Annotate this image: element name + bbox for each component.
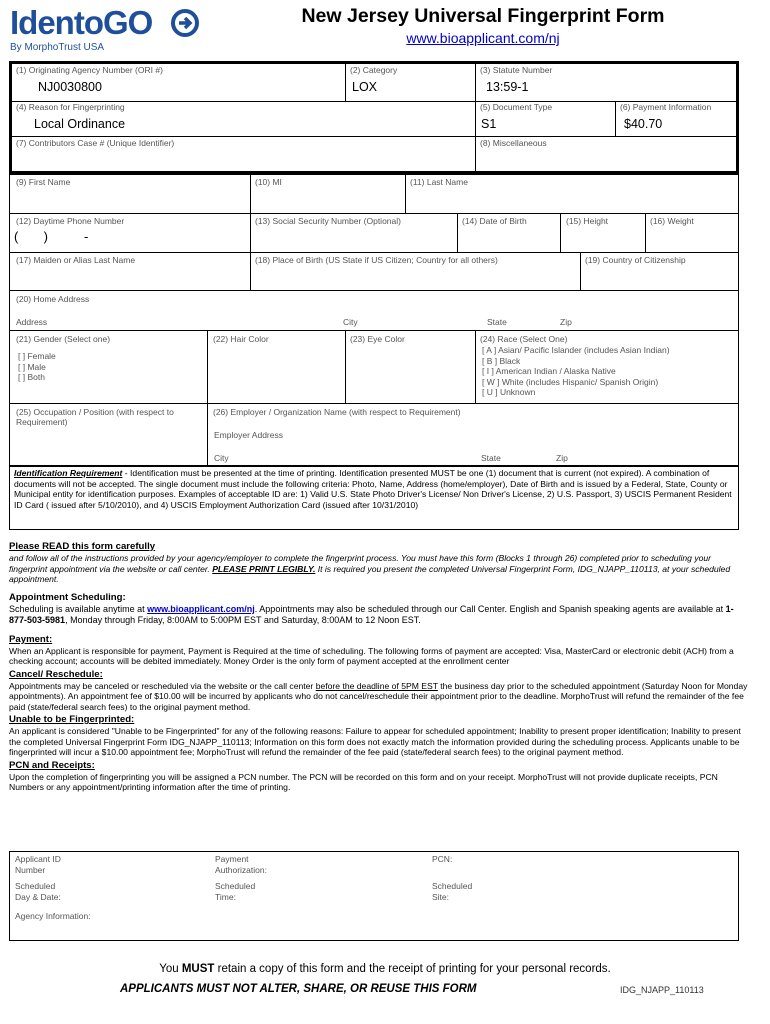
mi-label: (10) MI — [255, 177, 282, 187]
category-label: (2) Category — [350, 65, 398, 75]
instructions — [9, 541, 749, 793]
statute-field[interactable]: 13:59-1 — [486, 80, 529, 94]
read-text: and follow all of the instructions provided by your agency/employer to complete the fingerprint process. You must have this form (Blocks 1 through 26) completed prior to scheduling your fingerprint appointment via the website or call center. PLEASE PRINT LEGIBLY. It is required you present the completed Universal Fingerprint Form, IDG_NJAPP_110113, at your scheduled appointment. — [9, 553, 731, 584]
scheduled-time-label: Scheduled Time: — [215, 881, 256, 902]
eye-label: (23) Eye Color — [350, 334, 405, 344]
logo-subtitle: By MorphoTrust USA — [10, 42, 105, 53]
pcn-text: Upon the completion of fingerprinting you will be assigned a PCN number. The PCN will be recorded on this form and on your receipt. MorphoTrust will not provide duplicate receipts, PCN Numbers or any appointment/printing information after the time of printing. — [9, 771, 718, 792]
ssn-label: (13) Social Security Number (Optional) — [255, 216, 401, 226]
unable-title: Unable to be Fingerprinted: — [9, 714, 135, 725]
gender-option-male[interactable]: [ ] Male — [18, 361, 46, 372]
gender-label: (21) Gender (Select one) — [16, 334, 111, 344]
height-label: (15) Height — [566, 216, 609, 226]
race-options[interactable] — [482, 345, 670, 398]
gender-option-both[interactable]: [ ] Both — [18, 372, 45, 382]
unable-text: An applicant is considered "Unable to be Fingerprinted" for any of the following reasons: Failure to appear for scheduled appointment; Inability to present proper identification; Inability to present the completed Universal Fingerprint Form IDG_NJAPP_110113; Information on this form does not exactly match the information provided during the scheduling process. Applicants unable to be fingerprinted will incur a $10.00 appointment fee; MorphoTrust will refund the remainder of the fee paid (state/federal search fees) to the original payment method. — [9, 726, 741, 757]
race-option-american-indian[interactable]: [ I ] American Indian / Alaska Native — [482, 366, 616, 376]
read-title: Please READ this form carefully — [9, 541, 156, 552]
race-label: (24) Race (Select One) — [480, 334, 568, 344]
scheduling-text: Scheduling is available anytime at www.bioapplicant.com/nj. Appointments may also be scheduled through our Call Center. English and Spanish speaking agents are available at 1-877-503-5981, Monday through Friday, 8:00AM to 5:00PM EST and Saturday, 8:00AM to 12 Noon EST. — [9, 603, 734, 625]
race-option-unknown[interactable]: [ U ] Unknown — [482, 387, 536, 397]
payment-title: Payment: — [9, 633, 53, 645]
ori-field[interactable]: NJ0030800 — [38, 80, 102, 94]
weight-label: (16) Weight — [650, 216, 694, 226]
pcn-label: PCN: — [432, 854, 453, 864]
reason-field[interactable]: Local Ordinance — [34, 117, 126, 131]
page-title: New Jersey Universal Fingerprint Form — [301, 5, 665, 27]
doctype-label: (5) Document Type — [480, 102, 553, 112]
phone-field[interactable]: ( ) - — [14, 229, 89, 244]
dob-label: (14) Date of Birth — [462, 216, 527, 226]
first-name-label: (9) First Name — [16, 177, 71, 187]
maiden-label: (17) Maiden or Alias Last Name — [16, 255, 136, 265]
category-field[interactable]: LOX — [352, 80, 378, 94]
pob-label: (18) Place of Birth (US State if US Citizen; Country for all others) — [255, 255, 498, 265]
gender-options[interactable] — [18, 351, 56, 383]
employer-address-label: Employer Address — [214, 430, 283, 440]
applicant-id-label: Applicant ID Number — [15, 854, 61, 875]
scheduled-site-label: Scheduled Site: — [432, 881, 473, 902]
employer-label: (26) Employer / Organization Name (with respect to Requirement) — [213, 407, 461, 417]
occupation-label: (25) Occupation / Position (with respect to Requirement) — [16, 407, 174, 427]
logo-arrow-icon — [171, 9, 199, 37]
office-use-block — [9, 851, 739, 941]
reason-label: (4) Reason for Fingerprinting — [16, 102, 125, 112]
zip-label: Zip — [560, 317, 572, 327]
form-id: IDG_NJAPP_110113 — [620, 985, 704, 995]
address-label: Address — [16, 317, 48, 327]
scheduled-day-label: Scheduled Day & Date: — [15, 881, 61, 902]
city-label: City — [343, 317, 358, 327]
id-requirement-text: Identification Requirement - Identification must be presented at the time of printing. Identification presented MUST be one (1) document that is current (not expired). A combination of documents will not be accepted. The single document must include the following criteria: Photo, Name, Address (home/employer), Date of Birth and is issued by a Federal, State, County or Municipal entity for identification purposes. Examples of acceptable ID are: 1) Valid U.S. State Photo Driver's License/ Non Driver's License, 2) U.S. Passport, 3) USCIS Permanent Resident ID Card ( issued after 5/10/2010), and 4) USCIS Employment Authorization Card (issued after 10/31/2010) — [14, 468, 732, 511]
id-requirement-title: Identification Requirement — [14, 468, 123, 478]
race-option-asian[interactable]: [ A ] Asian/ Pacific Islander (includes Asian Indian) — [482, 345, 670, 355]
payment-text: When an Applicant is responsible for payment, Payment is Required at the time of scheduling. The following forms of payment are accepted: Visa, MasterCard or electronic debit (ACH) from a checking account; accounts will be debited immediately. Money Order is the only form of payment accepted at the enrollment center — [9, 645, 734, 666]
race-option-black[interactable]: [ B ] Black — [482, 355, 521, 366]
state-label: State — [487, 317, 507, 327]
home-address-label: (20) Home Address — [16, 294, 90, 304]
misc-label: (8) Miscellaneous — [480, 138, 547, 148]
case-label: (7) Contributors Case # (Unique Identifier) — [16, 138, 175, 148]
statute-label: (3) Statute Number — [480, 65, 553, 75]
employer-city-label: City — [214, 453, 229, 463]
payment-auth-label: Payment Authorization: — [215, 854, 267, 875]
last-name-label: (11) Last Name — [410, 177, 468, 187]
scheduling-link[interactable]: www.bioapplicant.com/nj — [147, 603, 255, 614]
cancel-text: Appointments may be canceled or rescheduled via the website or the call center before the deadline of 5PM EST the business day prior to the scheduled appointment (Saturday Noon for Monday appointments). An appointment fee of $10.00 will be incurred by applicants who do not cancel/reschedule their appointment prior to the deadline. MorphoTrust will refund the remainder of the fee paid (state/federal search fees) to the original payment method. — [9, 680, 748, 712]
cancel-title: Cancel/ Reschedule: — [9, 668, 103, 680]
ori-label: (1) Originating Agency Number (ORI #) — [16, 65, 163, 75]
citizenship-label: (19) Country of Citizenship — [585, 255, 686, 265]
hair-label: (22) Hair Color — [213, 334, 269, 344]
identogo-logo — [10, 4, 200, 56]
payment-label: (6) Payment Information — [620, 102, 712, 112]
gender-option-female[interactable]: [ ] Female — [18, 351, 56, 361]
race-option-white[interactable]: [ W ] White (includes Hispanic/ Spanish Origin) — [482, 376, 659, 387]
logo-text: IdentoGO — [10, 4, 153, 41]
phone-label: (12) Daytime Phone Number — [16, 216, 125, 226]
employer-state-label: State — [481, 453, 501, 463]
retain-copy-note: You MUST retain a copy of this form and the receipt of printing for your personal records. — [159, 963, 611, 975]
footer-warning: APPLICANTS MUST NOT ALTER, SHARE, OR REUSE THIS FORM — [120, 983, 477, 995]
employer-zip-label: Zip — [556, 453, 568, 463]
scheduling-title: Appointment Scheduling: — [9, 591, 126, 603]
header-url-link[interactable]: www.bioapplicant.com/nj — [406, 30, 560, 46]
agency-info-label: Agency Information: — [15, 911, 91, 921]
pcn-title: PCN and Receipts: — [9, 759, 95, 771]
doctype-field[interactable]: S1 — [481, 117, 497, 131]
payment-field[interactable]: $40.70 — [624, 117, 663, 131]
